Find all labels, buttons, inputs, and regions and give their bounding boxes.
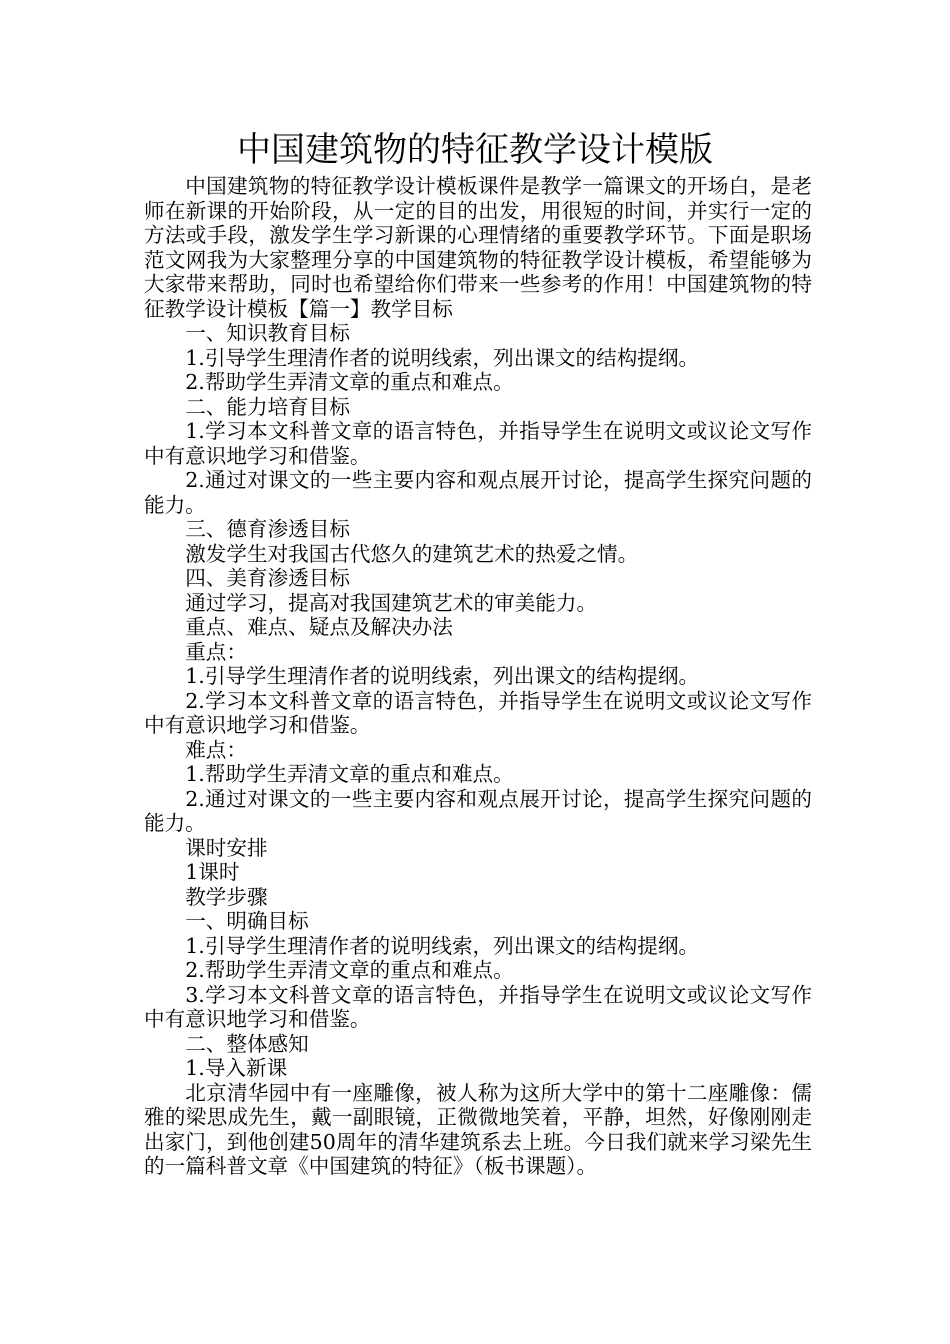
document-title: 中国建筑物的特征教学设计模版: [237, 130, 713, 170]
section-heading: 二、能力培育目标: [185, 394, 350, 419]
section-heading: 四、美育渗透目标: [185, 566, 350, 590]
list-item: 1.导入新课: [185, 1056, 288, 1080]
list-item: 2.帮助学生弄清文章的重点和难点。: [185, 370, 514, 394]
list-item: 3.学习本文科普文章的语言特色，并指导学生在说明文或议论文写作中有意识地学习和借鉴。: [144, 982, 812, 1031]
intro-paragraph: 中国建筑物的特征教学设计模板课件是教学一篇课文的开场白，是老师在新课的开始阶段，从一定的目的出发，用很短的时间，并实行一定的方法或手段，激发学生学习新课的心理情绪的重要教学环节。下面是职场范文网我为大家整理分享的中国建筑物的特征教学设计模板，希望能够为大家带来帮助，同时也希望给你们带来一些参考的作用！中国建筑物的特征教学设计模板【篇一】教学目标: [144, 174, 812, 321]
subsection-heading: 难点：: [185, 737, 247, 762]
list-item: 1.引导学生理清作者的说明线索，列出课文的结构提纲。: [185, 933, 700, 958]
section-heading: 一、知识教育目标: [185, 321, 350, 345]
list-item: 2.学习本文科普文章的语言特色，并指导学生在说明文或议论文写作中有意识地学习和借鉴。: [144, 688, 812, 737]
body-paragraph: 通过学习，提高对我国建筑艺术的审美能力。: [185, 590, 598, 615]
list-item: 1.引导学生理清作者的说明线索，列出课文的结构提纲。: [185, 345, 700, 370]
subsection-heading: 重点：: [185, 639, 247, 664]
section-heading: 课时安排: [185, 835, 268, 860]
section-heading: 重点、难点、疑点及解决办法: [185, 615, 453, 639]
list-item: 1.学习本文科普文章的语言特色，并指导学生在说明文或议论文写作中有意识地学习和借鉴。: [144, 419, 812, 468]
body-paragraph: 北京清华园中有一座雕像，被人称为这所大学中的第十二座雕像：儒雅的梁思成先生，戴一副眼镜，正微微地笑着，平静，坦然，好像刚刚走出家门，到他创建50周年的清华建筑系去上班。今日我们就来学习梁先生的一篇科普文章《中国建筑的特征》（板书课题）。: [144, 1080, 812, 1178]
section-heading: 教学步骤: [185, 884, 268, 909]
list-item: 1.引导学生理清作者的说明线索，列出课文的结构提纲。: [185, 664, 700, 688]
list-item: 2.帮助学生弄清文章的重点和难点。: [185, 958, 514, 982]
subsection-heading: 二、整体感知: [185, 1031, 309, 1056]
body-paragraph: 1课时: [185, 860, 240, 884]
section-heading: 三、德育渗透目标: [185, 517, 350, 541]
body-paragraph: 激发学生对我国古代悠久的建筑艺术的热爱之情。: [185, 541, 639, 566]
list-item: 2.通过对课文的一些主要内容和观点展开讨论，提高学生探究问题的能力。: [144, 468, 812, 517]
list-item: 2.通过对课文的一些主要内容和观点展开讨论，提高学生探究问题的能力。: [144, 786, 812, 835]
list-item: 1.帮助学生弄清文章的重点和难点。: [185, 762, 514, 786]
document-body: [144, 174, 812, 1179]
subsection-heading: 一、明确目标: [185, 909, 309, 933]
